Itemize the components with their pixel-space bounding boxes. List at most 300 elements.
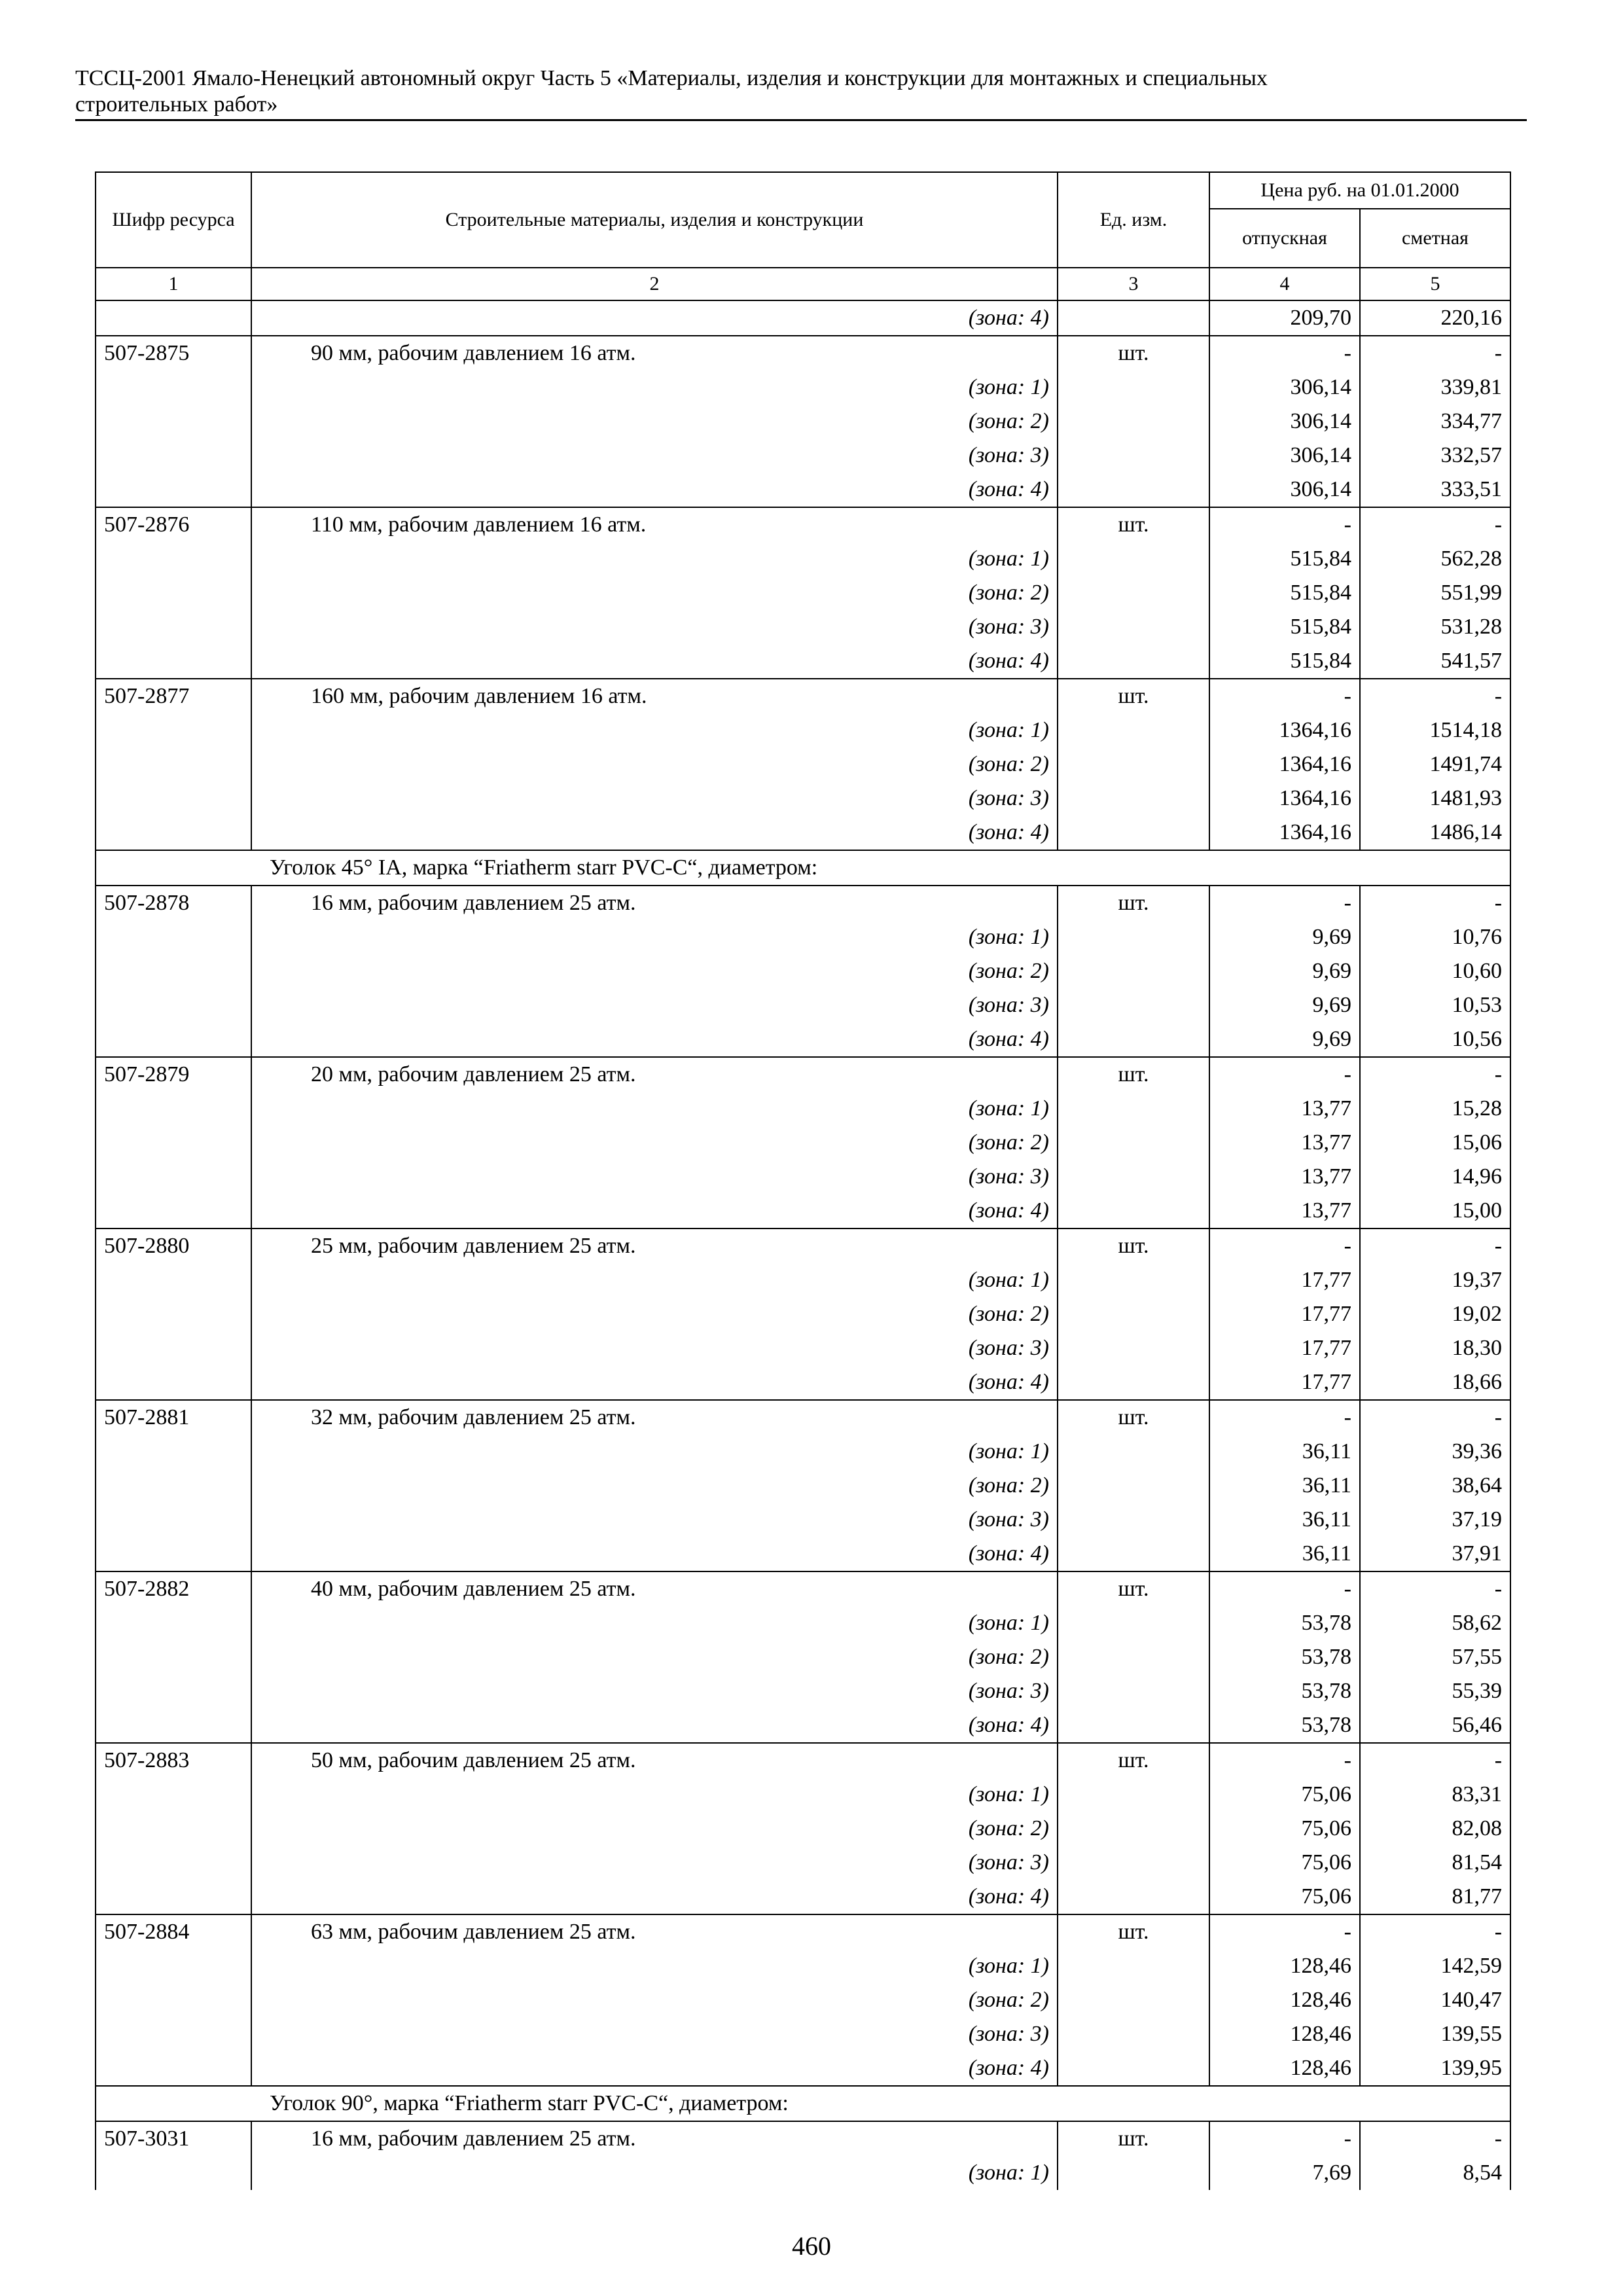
zone-unit-cell (1058, 1194, 1209, 1229)
zone-label: (зона: 1) (251, 1949, 1058, 1983)
zone-release-price: 53,78 (1209, 1606, 1360, 1640)
zone-estimate-price: 551,99 (1360, 576, 1510, 610)
zone-estimate-price: 82,08 (1360, 1812, 1510, 1846)
zone-release-price: 1364,16 (1209, 781, 1360, 816)
table-row (96, 886, 1510, 920)
zone-release-price: 75,06 (1209, 1812, 1360, 1846)
zone-code-cell (96, 816, 251, 850)
item-unit: шт. (1058, 1400, 1209, 1435)
zone-estimate-price: 140,47 (1360, 1983, 1510, 2017)
zone-label: (зона: 3) (251, 781, 1058, 816)
item-name: 110 мм, рабочим давлением 16 атм. (251, 507, 1058, 542)
zone-estimate-price: 142,59 (1360, 1949, 1510, 1983)
table-row (96, 2121, 1510, 2156)
zone-estimate-price: 333,51 (1360, 473, 1510, 507)
zone-release-price: 306,14 (1209, 473, 1360, 507)
estimate-price: - (1360, 1914, 1510, 1949)
zone-code-cell (96, 1537, 251, 1571)
zone-label: (зона: 3) (251, 1331, 1058, 1365)
zone-label: (зона: 1) (251, 370, 1058, 404)
column-header-release-price: отпускная (1209, 209, 1360, 268)
zone-label: (зона: 4) (251, 1880, 1058, 1914)
zone-row (96, 2051, 1510, 2086)
zone-estimate-price: 39,36 (1360, 1435, 1510, 1469)
zone-unit-cell (1058, 1160, 1209, 1194)
zone-unit-cell (1058, 2051, 1209, 2086)
zone-unit-cell (1058, 1469, 1209, 1503)
resource-code: 507-2882 (96, 1571, 251, 1606)
column-number-5: 5 (1360, 268, 1510, 300)
item-name: 16 мм, рабочим давлением 25 атм. (251, 886, 1058, 920)
zone-estimate-price: 37,19 (1360, 1503, 1510, 1537)
zone-label: (зона: 1) (251, 1263, 1058, 1297)
release-price: - (1209, 886, 1360, 920)
zone-release-price: 1364,16 (1209, 816, 1360, 850)
zone-unit-cell (1058, 1949, 1209, 1983)
item-name: 50 мм, рабочим давлением 25 атм. (251, 1743, 1058, 1778)
group-title: Уголок 90°, марка “Friatherm starr PVC-C“, диаметром: (251, 2086, 1510, 2121)
zone-estimate-price: 81,77 (1360, 1880, 1510, 1914)
zone-code-cell (96, 713, 251, 747)
zone-code-cell (96, 2017, 251, 2051)
zone-estimate-price: 339,81 (1360, 370, 1510, 404)
estimate-price: - (1360, 2121, 1510, 2156)
zone-release-price: 128,46 (1209, 1949, 1360, 1983)
zone-label: (зона: 4) (251, 1708, 1058, 1743)
zone-unit-cell (1058, 1022, 1209, 1057)
zone-label: (зона: 4) (251, 1537, 1058, 1571)
zone-code-cell (96, 1778, 251, 1812)
zone-label: (зона: 3) (251, 1674, 1058, 1708)
zone-label: (зона: 4) (251, 473, 1058, 507)
estimate-price: - (1360, 1571, 1510, 1606)
estimate-price: - (1360, 1229, 1510, 1263)
release-price: - (1209, 1229, 1360, 1263)
group-title: Уголок 45° IA, марка “Friatherm starr PVC-C“, диаметром: (251, 850, 1510, 886)
estimate-price: - (1360, 1400, 1510, 1435)
release-price: - (1209, 1743, 1360, 1778)
header-line-1: ТССЦ-2001 Ямало-Ненецкий автономный округ Часть 5 «Материалы, изделия и конструкции для монтажных и специальных (75, 66, 1268, 90)
zone-code-cell (96, 1022, 251, 1057)
zone-release-price: 17,77 (1209, 1365, 1360, 1400)
zone-release-price: 306,14 (1209, 404, 1360, 439)
zone-label: (зона: 4) (251, 1365, 1058, 1400)
zone-release-price: 53,78 (1209, 1708, 1360, 1743)
zone-release-price: 17,77 (1209, 1297, 1360, 1331)
zone-estimate-price: 8,54 (1360, 2156, 1510, 2190)
zone-estimate-price: 10,60 (1360, 954, 1510, 988)
zone-label: (зона: 4) (251, 1194, 1058, 1229)
zone-unit-cell (1058, 1606, 1209, 1640)
zone-unit-cell (1058, 576, 1209, 610)
zone-unit-cell (1058, 1263, 1209, 1297)
zone-label: (зона: 1) (251, 1606, 1058, 1640)
zone-unit-cell (1058, 1297, 1209, 1331)
zone-release-price: 13,77 (1209, 1160, 1360, 1194)
zone-estimate-price: 10,76 (1360, 920, 1510, 954)
zone-code-cell (96, 370, 251, 404)
zone-label: (зона: 2) (251, 1297, 1058, 1331)
zone-release-price: 9,69 (1209, 988, 1360, 1022)
zone-code-cell (96, 1640, 251, 1674)
zone-row (96, 439, 1510, 473)
zone-row (96, 610, 1510, 644)
zone-unit-cell (1058, 1846, 1209, 1880)
zone-row (96, 1092, 1510, 1126)
zone-estimate-price: 1486,14 (1360, 816, 1510, 850)
zone-code-cell (96, 1365, 251, 1400)
zone-code-cell (96, 1435, 251, 1469)
zone-release-price: 128,46 (1209, 2051, 1360, 2086)
zone-code-cell (96, 1160, 251, 1194)
zone-label: (зона: 1) (251, 542, 1058, 576)
zone-code-cell (96, 1708, 251, 1743)
zone-estimate-price: 139,95 (1360, 2051, 1510, 2086)
zone-row (96, 1674, 1510, 1708)
zone-code-cell (96, 1331, 251, 1365)
zone-row (96, 2017, 1510, 2051)
zone-row (96, 1846, 1510, 1880)
zone-estimate-price: 55,39 (1360, 1674, 1510, 1708)
zone-row (96, 576, 1510, 610)
item-name: 25 мм, рабочим давлением 25 атм. (251, 1229, 1058, 1263)
zone-estimate-price: 58,62 (1360, 1606, 1510, 1640)
zone-release-price: 515,84 (1209, 576, 1360, 610)
zone-row (96, 1126, 1510, 1160)
zone-code-cell (96, 988, 251, 1022)
zone-row (96, 1331, 1510, 1365)
carry-over-row (96, 300, 1510, 336)
zone-release-price: 515,84 (1209, 542, 1360, 576)
zone-estimate-price: 14,96 (1360, 1160, 1510, 1194)
release-price: - (1209, 507, 1360, 542)
zone-row (96, 370, 1510, 404)
zone-unit-cell (1058, 1126, 1209, 1160)
zone-row (96, 816, 1510, 850)
zone-estimate-price: 531,28 (1360, 610, 1510, 644)
zone-release-price: 53,78 (1209, 1674, 1360, 1708)
item-unit: шт. (1058, 886, 1209, 920)
item-name: 90 мм, рабочим давлением 16 атм. (251, 336, 1058, 370)
zone-row (96, 1297, 1510, 1331)
zone-row (96, 1606, 1510, 1640)
zone-code-cell (96, 1126, 251, 1160)
zone-unit-cell (1058, 816, 1209, 850)
table-row (96, 1057, 1510, 1092)
item-name: 32 мм, рабочим давлением 25 атм. (251, 1400, 1058, 1435)
release-price: - (1209, 1057, 1360, 1092)
column-number-1: 1 (96, 268, 251, 300)
page-number: 460 (792, 2231, 831, 2261)
zone-estimate-price: 541,57 (1360, 644, 1510, 679)
zone-row (96, 404, 1510, 439)
zone-estimate-price: 38,64 (1360, 1469, 1510, 1503)
resource-code: 507-2880 (96, 1229, 251, 1263)
zone-code-cell (96, 1949, 251, 1983)
zone-code-cell (96, 473, 251, 507)
zone-unit-cell (1058, 1880, 1209, 1914)
resource-code: 507-2875 (96, 336, 251, 370)
item-name: 20 мм, рабочим давлением 25 атм. (251, 1057, 1058, 1092)
table-row (96, 1229, 1510, 1263)
zone-release-price: 75,06 (1209, 1846, 1360, 1880)
estimate-price: - (1360, 336, 1510, 370)
table-row (96, 679, 1510, 713)
zone-code-cell (96, 1983, 251, 2017)
zone-unit-cell (1058, 370, 1209, 404)
zone-release-price: 515,84 (1209, 610, 1360, 644)
zone-row (96, 1435, 1510, 1469)
zone-code-cell (96, 439, 251, 473)
zone-release-price: 13,77 (1209, 1092, 1360, 1126)
item-unit: шт. (1058, 1743, 1209, 1778)
zone-estimate-price: 15,06 (1360, 1126, 1510, 1160)
zone-release-price: 36,11 (1209, 1469, 1360, 1503)
zone-row (96, 988, 1510, 1022)
zone-row (96, 1022, 1510, 1057)
zone-unit-cell (1058, 1503, 1209, 1537)
zone-release-price: 36,11 (1209, 1537, 1360, 1571)
zone-row (96, 1263, 1510, 1297)
zone-label: (зона: 1) (251, 1435, 1058, 1469)
estimate-price: - (1360, 1057, 1510, 1092)
zone-label: (зона: 3) (251, 1503, 1058, 1537)
zone-row (96, 1949, 1510, 1983)
zone-code-cell (96, 1880, 251, 1914)
zone-unit-cell (1058, 2017, 1209, 2051)
zone-release-price: 17,77 (1209, 1331, 1360, 1365)
release-price: - (1209, 1400, 1360, 1435)
zone-code-cell (96, 2051, 251, 2086)
zone-unit-cell (1058, 1778, 1209, 1812)
zone-estimate-price: 10,53 (1360, 988, 1510, 1022)
zone-release-price: 13,77 (1209, 1194, 1360, 1229)
zone-estimate-price: 1491,74 (1360, 747, 1510, 781)
carry-estimate-cell: 220,16 (1360, 300, 1510, 336)
zone-row (96, 747, 1510, 781)
zone-unit-cell (1058, 1435, 1209, 1469)
carry-zone-cell: (зона: 4) (251, 300, 1058, 336)
zone-label: (зона: 1) (251, 713, 1058, 747)
zone-unit-cell (1058, 1092, 1209, 1126)
zone-unit-cell (1058, 473, 1209, 507)
zone-code-cell (96, 2156, 251, 2190)
zone-estimate-price: 81,54 (1360, 1846, 1510, 1880)
zone-unit-cell (1058, 2156, 1209, 2190)
zone-estimate-price: 15,28 (1360, 1092, 1510, 1126)
zone-row (96, 1880, 1510, 1914)
zone-code-cell (96, 1194, 251, 1229)
zone-code-cell (96, 542, 251, 576)
group-row (96, 2086, 1510, 2121)
zone-code-cell (96, 954, 251, 988)
zone-estimate-price: 37,91 (1360, 1537, 1510, 1571)
zone-release-price: 36,11 (1209, 1435, 1360, 1469)
zone-row (96, 1983, 1510, 2017)
zone-label: (зона: 2) (251, 1640, 1058, 1674)
zone-unit-cell (1058, 1983, 1209, 2017)
estimate-price: - (1360, 679, 1510, 713)
zone-row (96, 954, 1510, 988)
release-price: - (1209, 336, 1360, 370)
zone-release-price: 9,69 (1209, 1022, 1360, 1057)
zone-code-cell (96, 1606, 251, 1640)
zone-unit-cell (1058, 954, 1209, 988)
zone-label: (зона: 3) (251, 1160, 1058, 1194)
zone-estimate-price: 18,30 (1360, 1331, 1510, 1365)
zone-release-price: 1364,16 (1209, 747, 1360, 781)
zone-release-price: 75,06 (1209, 1880, 1360, 1914)
zone-unit-cell (1058, 747, 1209, 781)
resource-code: 507-2881 (96, 1400, 251, 1435)
zone-label: (зона: 1) (251, 1092, 1058, 1126)
zone-estimate-price: 18,66 (1360, 1365, 1510, 1400)
release-price: - (1209, 2121, 1360, 2156)
item-unit: шт. (1058, 679, 1209, 713)
zone-estimate-price: 332,57 (1360, 439, 1510, 473)
zone-release-price: 515,84 (1209, 644, 1360, 679)
zone-label: (зона: 1) (251, 2156, 1058, 2190)
group-row (96, 850, 1510, 886)
carry-code-cell (96, 300, 251, 336)
table-row (96, 507, 1510, 542)
zone-estimate-price: 19,37 (1360, 1263, 1510, 1297)
resource-code: 507-2878 (96, 886, 251, 920)
zone-code-cell (96, 1469, 251, 1503)
resource-code: 507-2876 (96, 507, 251, 542)
table-body (96, 300, 1510, 2190)
release-price: - (1209, 1914, 1360, 1949)
zone-label: (зона: 4) (251, 816, 1058, 850)
zone-label: (зона: 2) (251, 1983, 1058, 2017)
zone-release-price: 128,46 (1209, 1983, 1360, 2017)
zone-estimate-price: 19,02 (1360, 1297, 1510, 1331)
zone-row (96, 781, 1510, 816)
item-unit: шт. (1058, 507, 1209, 542)
zone-code-cell (96, 1812, 251, 1846)
zone-unit-cell (1058, 404, 1209, 439)
estimate-price: - (1360, 1743, 1510, 1778)
column-number-3: 3 (1058, 268, 1209, 300)
zone-release-price: 75,06 (1209, 1778, 1360, 1812)
zone-row (96, 542, 1510, 576)
zone-unit-cell (1058, 1812, 1209, 1846)
zone-unit-cell (1058, 1365, 1209, 1400)
item-unit: шт. (1058, 1229, 1209, 1263)
zone-row (96, 1708, 1510, 1743)
zone-row (96, 644, 1510, 679)
resource-code: 507-2883 (96, 1743, 251, 1778)
table-header (96, 172, 1510, 300)
zone-estimate-price: 10,56 (1360, 1022, 1510, 1057)
column-number-4: 4 (1209, 268, 1360, 300)
zone-code-cell (96, 1297, 251, 1331)
zone-release-price: 1364,16 (1209, 713, 1360, 747)
zone-unit-cell (1058, 1708, 1209, 1743)
zone-code-cell (96, 1092, 251, 1126)
zone-row (96, 1194, 1510, 1229)
table-row (96, 1400, 1510, 1435)
zone-unit-cell (1058, 439, 1209, 473)
carry-unit-cell (1058, 300, 1209, 336)
zone-label: (зона: 2) (251, 404, 1058, 439)
item-name: 16 мм, рабочим давлением 25 атм. (251, 2121, 1058, 2156)
group-code-cell (96, 850, 251, 886)
zone-unit-cell (1058, 713, 1209, 747)
estimate-price: - (1360, 886, 1510, 920)
zone-unit-cell (1058, 920, 1209, 954)
zone-code-cell (96, 610, 251, 644)
zone-row (96, 713, 1510, 747)
zone-row (96, 1469, 1510, 1503)
zone-row (96, 1537, 1510, 1571)
zone-row (96, 1365, 1510, 1400)
column-header-code: Шифр ресурса (96, 172, 251, 268)
zone-unit-cell (1058, 1640, 1209, 1674)
zone-release-price: 306,14 (1209, 370, 1360, 404)
column-header-unit: Ед. изм. (1058, 172, 1209, 268)
zone-row (96, 1640, 1510, 1674)
item-name: 40 мм, рабочим давлением 25 атм. (251, 1571, 1058, 1606)
zone-code-cell (96, 1263, 251, 1297)
zone-label: (зона: 4) (251, 644, 1058, 679)
zone-estimate-price: 57,55 (1360, 1640, 1510, 1674)
item-name: 160 мм, рабочим давлением 16 атм. (251, 679, 1058, 713)
zone-label: (зона: 1) (251, 920, 1058, 954)
estimate-price: - (1360, 507, 1510, 542)
zone-code-cell (96, 1503, 251, 1537)
zone-label: (зона: 2) (251, 1812, 1058, 1846)
table-row (96, 336, 1510, 370)
zone-row (96, 920, 1510, 954)
zone-estimate-price: 56,46 (1360, 1708, 1510, 1743)
price-table (95, 171, 1511, 2190)
zone-label: (зона: 3) (251, 988, 1058, 1022)
zone-row (96, 473, 1510, 507)
zone-row (96, 1503, 1510, 1537)
zone-code-cell (96, 920, 251, 954)
zone-unit-cell (1058, 644, 1209, 679)
zone-label: (зона: 2) (251, 747, 1058, 781)
column-header-price: Цена руб. на 01.01.2000 (1209, 172, 1510, 209)
zone-estimate-price: 562,28 (1360, 542, 1510, 576)
zone-unit-cell (1058, 610, 1209, 644)
zone-code-cell (96, 576, 251, 610)
zone-row (96, 1812, 1510, 1846)
zone-row (96, 2156, 1510, 2190)
release-price: - (1209, 1571, 1360, 1606)
table-row (96, 1743, 1510, 1778)
zone-estimate-price: 83,31 (1360, 1778, 1510, 1812)
zone-unit-cell (1058, 1537, 1209, 1571)
zone-release-price: 13,77 (1209, 1126, 1360, 1160)
zone-label: (зона: 3) (251, 610, 1058, 644)
zone-code-cell (96, 747, 251, 781)
resource-code: 507-2884 (96, 1914, 251, 1949)
zone-code-cell (96, 1846, 251, 1880)
zone-label: (зона: 4) (251, 1022, 1058, 1057)
zone-unit-cell (1058, 1331, 1209, 1365)
zone-release-price: 7,69 (1209, 2156, 1360, 2190)
resource-code: 507-2879 (96, 1057, 251, 1092)
zone-estimate-price: 139,55 (1360, 2017, 1510, 2051)
column-header-estimate-price: сметная (1360, 209, 1510, 268)
release-price: - (1209, 679, 1360, 713)
carry-release-cell: 209,70 (1209, 300, 1360, 336)
zone-unit-cell (1058, 1674, 1209, 1708)
zone-code-cell (96, 1674, 251, 1708)
group-code-cell (96, 2086, 251, 2121)
